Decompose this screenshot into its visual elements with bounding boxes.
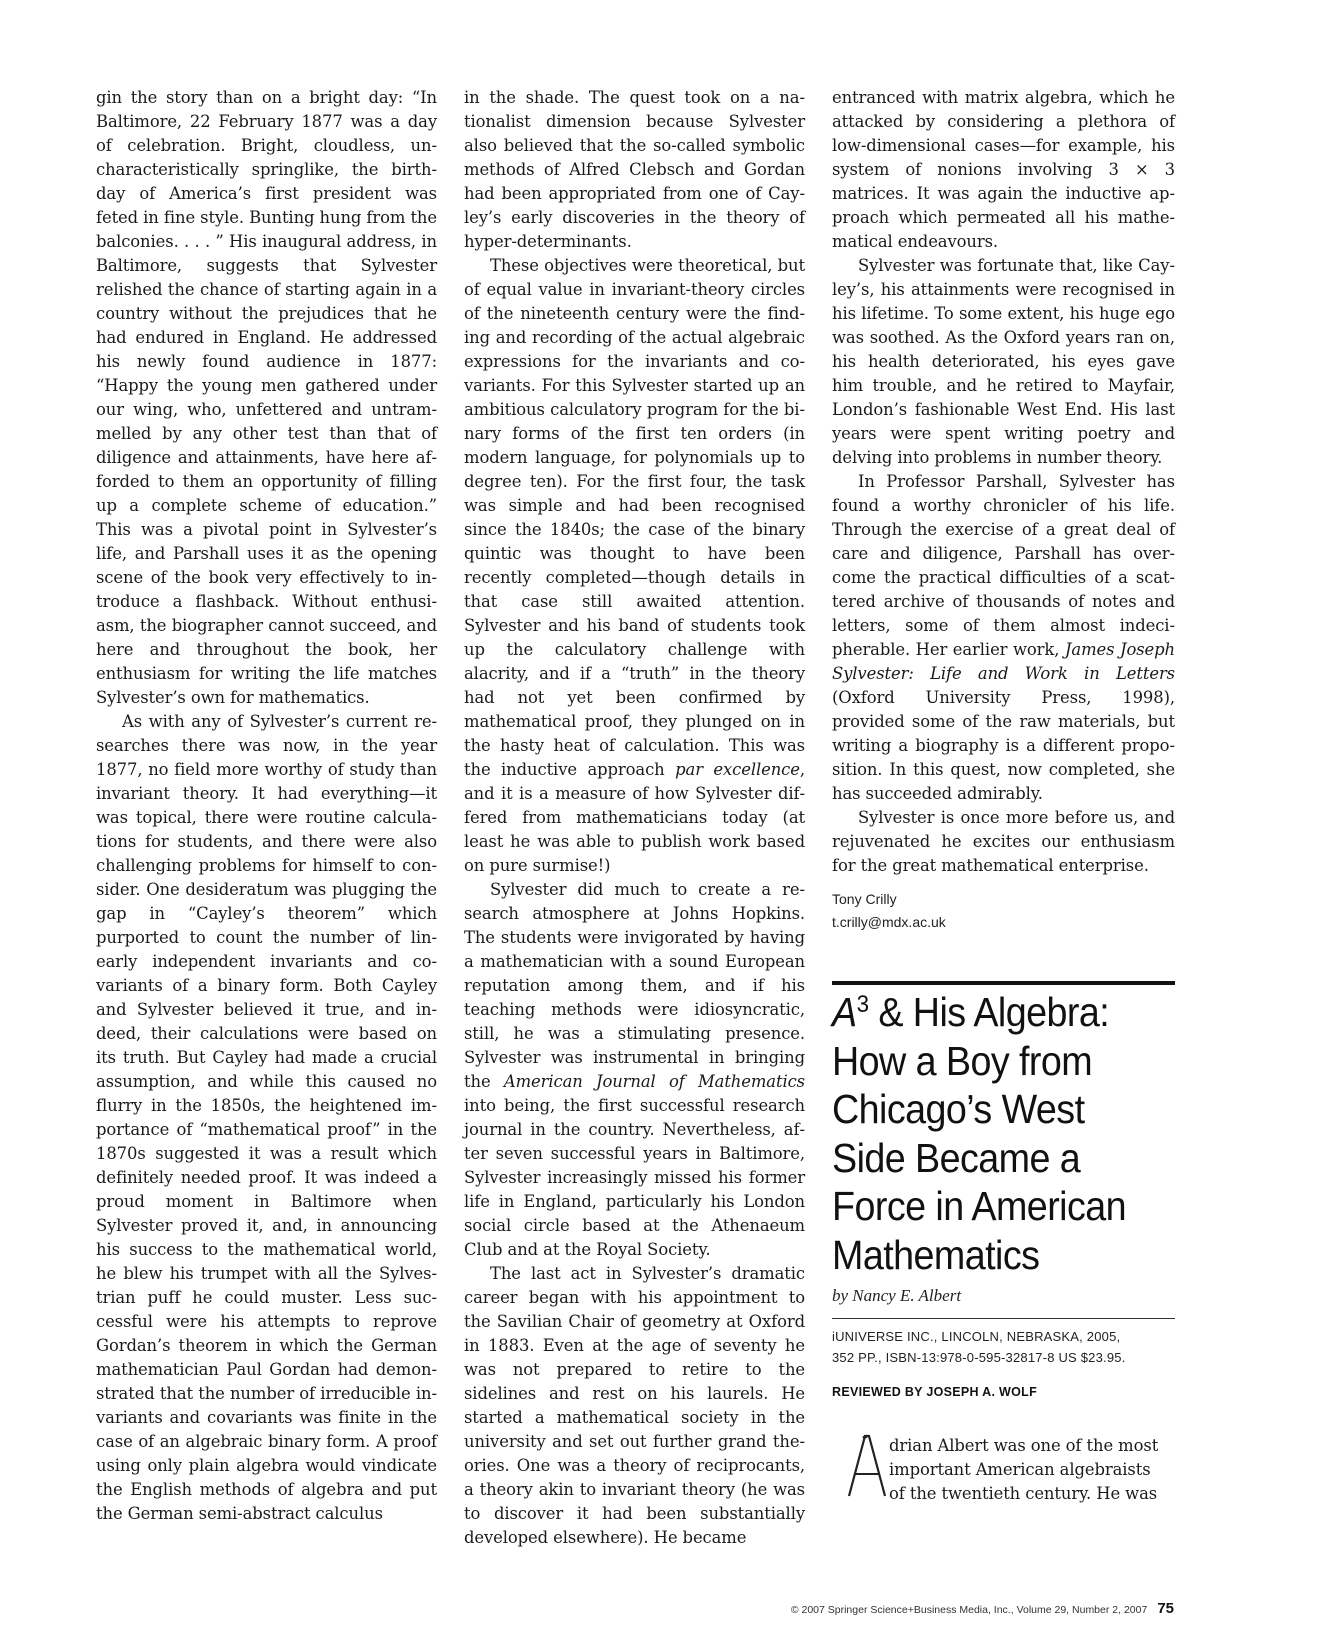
review-byline: by Nancy E. Albert — [832, 1286, 962, 1305]
signature-email: t.crilly@mdx.ac.uk — [832, 914, 946, 930]
paragraph: Sylvester is once more before us, and rejuvenated he excites our enthusiasm for the great mathematical enterprise. — [832, 808, 1175, 875]
title-superscript: 3 — [856, 991, 869, 1018]
paragraph: entranced with matrix algebra, which he attacked by considering a plethora of low-dimensional cases—for example, his system of nonions involving 3 × 3 matrices. It was again the inductive approach which permeated all his mathematical endeavours. — [832, 88, 1175, 251]
opening-line: of the twentieth century. He was — [889, 1484, 1158, 1503]
reviewer-credit: REVIEWED BY JOSEPH A. WOLF — [832, 1385, 1038, 1399]
paragraph: gin the story than on a bright day: “In Baltimore, 22 February 1877 was a day of celebration. Bright, cloudless, uncharacteristically springlike, the birthday of America’s first president was feted in fine style. Bunting hung from the balconies. . . . ” His inaugural address, in Baltimore, suggests that Sylvester relished the chance of starting again in a country without the prejudices that he had endured in England. He addressed his newly found audience in 1877: “Happy the young men gathered under our wing, who, unfettered and untrammelled by any other test than that of diligence and attainments, have here afforded to them an opportunity of filling up a complete scheme of education.” This was a pivotal point in Sylvester’s life, and Parshall uses it as the opening scene of the book very effectively to introduce a flashback. Without enthusiasm, the biographer cannot succeed, and here and throughout the book, her enthusiasm for writing the life matches Sylvester’s own for mathematics. — [96, 88, 437, 707]
paragraph: Sylvester did much to create a research atmosphere at Johns Hopkins. The students were invigorated by having a mathematician with a sound European reputation among them, and if his teaching methods were idiosyncratic, still, he was a stimulating presence. Sylvester was instrumental in bringing the American Journal of Mathematics into being, the first successful research journal in the country. Nevertheless, after seven successful years in Baltimore, Sylvester increasingly missed his former life in England, particularly his London social circle based at the Athenaeum Club and at the Royal Society. — [464, 880, 805, 1259]
paragraph: The last act in Sylvester’s dramatic career began with his appointment to the Savilian Chair of geometry at Oxford in 1883. Even at the age of seventy he was not prepared to retire to the sidelines and rest on his laurels. He started a mathematical society in the university and set out further grand theories. One was a theory of reciprocants, a theory akin to invariant theory (he was to discover it had been substantially developed elsewhere). He became — [464, 1264, 805, 1547]
publication-info — [832, 1326, 1192, 1368]
paragraph: Sylvester was fortunate that, like Cayley’s, his attainments were recognised in his lifetime. To some extent, his huge ego was soothed. As the Oxford years ran on, his health deteriorated, his eyes gave him trouble, and he retired to Mayfair, London’s fashionable West End. His last years were spent writing poetry and delving into problems in number theory. — [832, 256, 1175, 467]
paragraph: As with any of Sylvester’s current researches there was now, in the year 1877, no field more worthy of study than invariant theory. It had everything—it was topical, there were routine calculations for students, and there were also challenging problems for himself to consider. One desideratum was plugging the gap in “Cayley’s theorem” which purported to count the number of linearly independent invariants and covariants of a binary form. Both Cayley and Sylvester believed it true, and indeed, their calculations were based on its truth. But Cayley had made a crucial assumption, and while this caused no flurry in the 1850s, the heightened importance of “mathematical proof” in the 1870s suggested it was a result which definitely needed proof. It was indeed a proud moment in Baltimore when Sylvester proved it, and, in announcing his success to the mathematical world, he blew his trumpet with all the Sylvestrian puff he could muster. Less successful were his attempts to reprove Gordan’s theorem in which the German mathematician Paul Gordan had demonstrated that the number of irreducible invariants and covariants was finite in the case of an algebraic binary form. A proof using only plain algebra would vindicate the English methods of algebra and put the German semi-abstract calculus — [96, 712, 437, 1523]
page-footer — [722, 1600, 1174, 1617]
title-cap: A — [832, 989, 857, 1035]
text-column-2 — [464, 86, 805, 1550]
drop-cap — [843, 1432, 887, 1498]
paragraph: In Professor Parshall, Sylvester has found a worthy chronicler of his life. Through the exercise of a great deal of care and diligence, Parshall has overcome the practical difficulties of a scattered archive of thousands of notes and letters, some of them almost indecipherable. Her earlier work, James Joseph Sylvester: Life and Work in Letters (Oxford University Press, 1998), provided some of the raw materials, but writing a biography is a different proposition. In this quest, now completed, she has succeeded admirably. — [832, 472, 1175, 803]
publisher-line: iUNIVERSE INC., LINCOLN, NEBRASKA, 2005, — [832, 1329, 1121, 1344]
page-number: 75 — [1157, 1600, 1174, 1617]
paragraph: in the shade. The quest took on a nationalist dimension because Sylvester also believed that the so-called symbolic methods of Alfred Clebsch and Gordan had been appropriated from one of Cayley’s early discoveries in the theory of hyper-determinants. — [464, 88, 805, 251]
drop-cap-letter: A — [865, 1472, 866, 1473]
title-rest: & His Algebra: How a Boy from Chicago’s West Side Became a Force in American Mathematics — [832, 989, 1127, 1278]
copyright-line: © 2007 Springer Science+Business Media, Inc., Volume 29, Number 2, 2007 — [790, 1604, 1148, 1616]
text-column-3 — [832, 86, 1175, 878]
opening-line: important American algebraists — [889, 1460, 1151, 1479]
text-column-1 — [96, 86, 437, 1526]
publisher-line: 352 PP., ISBN-13:978-0-595-32817-8 US $23.95. — [832, 1350, 1126, 1365]
byline-divider — [832, 1318, 1175, 1319]
review-signature — [832, 888, 946, 934]
section-divider — [832, 981, 1175, 985]
opening-line: drian Albert was one of the most — [889, 1436, 1159, 1455]
review-title — [832, 988, 1167, 1279]
drop-cap-glyph-icon — [843, 1432, 887, 1498]
paragraph: These objectives were theoretical, but of equal value in invariant-theory circles of the nineteenth century were the finding and recording of the actual algebraic expressions for the invariants and covariants. For this Sylvester started up an ambitious calculatory program for the binary forms of the first ten orders (in modern language, for polynomials up to degree ten). For the first four, the task was simple and had been recognised since the 1840s; the case of the binary quintic was thought to have been recently completed—though details in that case still awaited attention. Sylvester and his band of students took up the calculatory challenge with alacrity, and if a “truth” in the theory had not yet been confirmed by mathematical proof, they plunged on in the hasty heat of calculation. This was the inductive approach par excellence, and it is a measure of how Sylvester differed from mathematicians today (at least he was able to publish work based on pure surmise!) — [464, 256, 805, 875]
signature-name: Tony Crilly — [832, 891, 897, 907]
review-opening-text — [889, 1434, 1175, 1506]
